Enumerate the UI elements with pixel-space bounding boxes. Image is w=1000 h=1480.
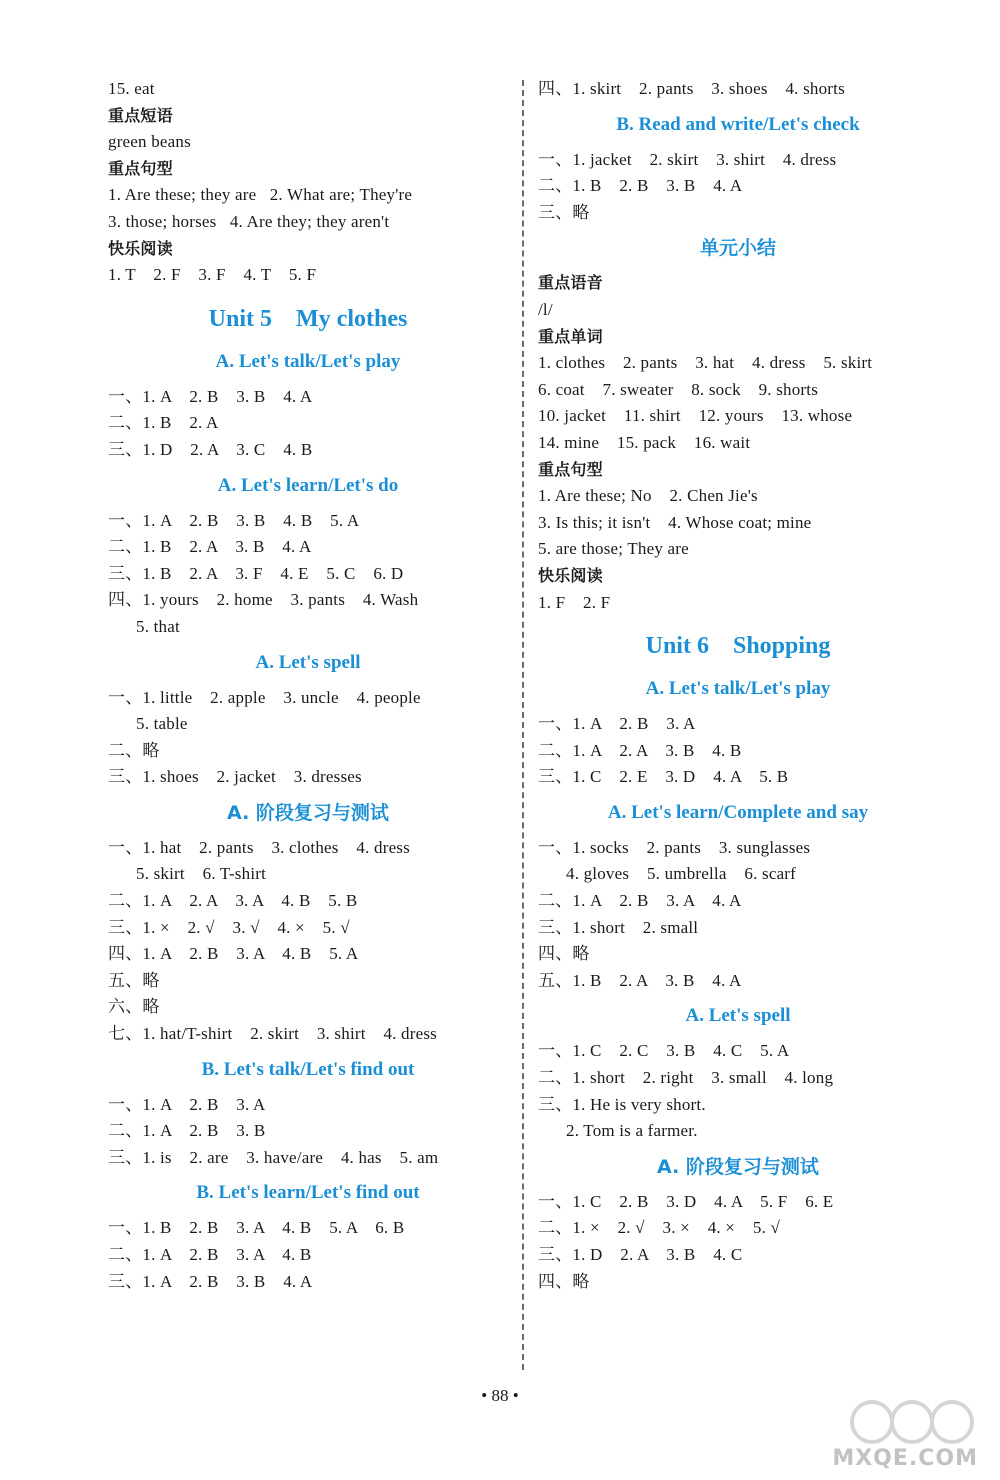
answer-line: 二、1. × 2. √ 3. × 4. × 5. √ bbox=[538, 1218, 781, 1238]
right-column bbox=[538, 76, 938, 1295]
answer-line: 三、略 bbox=[538, 202, 590, 222]
column-divider bbox=[522, 80, 524, 1370]
subsection-heading: B. Let's learn/Let's find out bbox=[196, 1182, 420, 1204]
answer-line: 1. F 2. F bbox=[538, 592, 611, 612]
section-label: 重点句型 bbox=[538, 459, 603, 479]
answer-line: 三、1. He is very short. bbox=[538, 1094, 706, 1114]
answer-line-continued: 4. gloves 5. umbrella 6. scarf bbox=[566, 864, 797, 884]
answer-line: 三、1. C 2. E 3. D 4. A 5. B bbox=[538, 767, 789, 787]
unit-heading: Unit 5 My clothes bbox=[208, 305, 408, 332]
answer-line: 三、1. short 2. small bbox=[538, 917, 699, 937]
answer-line: 二、1. A 2. A 3. B 4. B bbox=[538, 740, 742, 760]
answer-line: 六、略 bbox=[108, 997, 160, 1017]
answer-line: 一、1. A 2. B 3. A bbox=[538, 714, 696, 734]
answer-line: 四、1. yours 2. home 3. pants 4. Wash bbox=[108, 590, 419, 610]
subsection-heading: 单元小结 bbox=[699, 237, 776, 260]
subsection-heading: A. 阶段复习与测试 bbox=[657, 1155, 819, 1178]
section-label: 快乐阅读 bbox=[108, 238, 173, 258]
section-label: 重点语音 bbox=[538, 273, 603, 293]
answer-line: 15. eat bbox=[108, 79, 155, 98]
answer-line: 三、1. D 2. A 3. C 4. B bbox=[108, 439, 313, 459]
unit-heading: Unit 6 Shopping bbox=[645, 633, 831, 660]
subsection-heading: B. Let's talk/Let's find out bbox=[201, 1058, 415, 1080]
watermark-text: MXQE.COM bbox=[832, 1446, 978, 1471]
subsection-heading: A. Let's spell bbox=[255, 651, 361, 673]
answer-line: 一、1. A 2. B 3. B 4. A bbox=[108, 386, 313, 406]
answer-line: 七、1. hat/T-shirt 2. skirt 3. shirt 4. dress bbox=[108, 1024, 437, 1044]
answer-line: 1. T 2. F 3. F 4. T 5. F bbox=[108, 265, 317, 285]
left-column bbox=[108, 76, 508, 1295]
answer-line: 四、1. A 2. B 3. A 4. B 5. A bbox=[108, 944, 359, 964]
answer-line: 五、1. B 2. A 3. B 4. A bbox=[538, 970, 742, 990]
answer-line: 一、1. C 2. C 3. B 4. C 5. A bbox=[538, 1041, 790, 1061]
answer-line: 10. jacket 11. shirt 12. yours 13. whose bbox=[538, 406, 853, 426]
answer-line: 二、略 bbox=[108, 740, 160, 760]
answer-line: 1. clothes 2. pants 3. hat 4. dress 5. skirt bbox=[538, 353, 873, 373]
answer-line: 四、略 bbox=[538, 944, 590, 964]
subsection-heading: A. Let's talk/Let's play bbox=[645, 678, 831, 700]
answer-line: 一、1. B 2. B 3. A 4. B 5. A 6. B bbox=[108, 1218, 405, 1238]
answer-line: 一、1. A 2. B 3. B 4. B 5. A bbox=[108, 510, 360, 530]
subsection-heading: B. Read and write/Let's check bbox=[616, 113, 860, 135]
answer-line: 6. coat 7. sweater 8. sock 9. shorts bbox=[538, 379, 819, 399]
page-number: • 88 • bbox=[481, 1386, 519, 1405]
answer-line: 一、1. hat 2. pants 3. clothes 4. dress bbox=[108, 837, 410, 857]
answer-line: 三、1. A 2. B 3. B 4. A bbox=[108, 1271, 313, 1291]
answer-line: 一、1. little 2. apple 3. uncle 4. people bbox=[108, 687, 421, 707]
answer-line: 1. Are these; No 2. Chen Jie's bbox=[538, 486, 758, 506]
answer-line: 三、1. D 2. A 3. B 4. C bbox=[538, 1245, 743, 1264]
answer-line: 五、略 bbox=[108, 970, 160, 990]
section-label: 重点短语 bbox=[108, 105, 173, 125]
answer-line: 二、1. A 2. A 3. A 4. B 5. B bbox=[108, 891, 358, 911]
answer-line: 三、1. B 2. A 3. F 4. E 5. C 6. D bbox=[108, 563, 404, 583]
answer-line-continued: 2. Tom is a farmer. bbox=[566, 1121, 698, 1141]
answer-line: 四、略 bbox=[538, 1271, 590, 1291]
answer-line: 二、1. B 2. A bbox=[108, 413, 219, 433]
answer-line: 二、1. short 2. right 3. small 4. long bbox=[538, 1068, 834, 1088]
answer-line: 一、1. C 2. B 3. D 4. A 5. F 6. E bbox=[538, 1191, 834, 1211]
subsection-heading: A. Let's talk/Let's play bbox=[215, 350, 401, 372]
section-label: 重点句型 bbox=[108, 158, 173, 178]
answer-line: 二、1. A 2. B 3. A 4. A bbox=[538, 891, 742, 911]
answer-line: 一、1. A 2. B 3. A bbox=[108, 1094, 266, 1114]
answer-line-continued: 5. that bbox=[136, 616, 180, 636]
answer-line: 一、1. jacket 2. skirt 3. shirt 4. dress bbox=[538, 149, 837, 169]
answer-line: 3. Is this; it isn't 4. Whose coat; mine bbox=[538, 512, 812, 532]
section-label: 重点单词 bbox=[538, 326, 603, 346]
answer-line: 二、1. A 2. B 3. B bbox=[108, 1121, 266, 1141]
answer-line: 5. are those; They are bbox=[538, 539, 689, 559]
answer-line: 14. mine 15. pack 16. wait bbox=[538, 432, 751, 452]
subsection-heading: A. Let's learn/Complete and say bbox=[607, 801, 869, 823]
answer-line: 二、1. A 2. B 3. A 4. B bbox=[108, 1245, 312, 1264]
answer-line: 二、1. B 2. B 3. B 4. A bbox=[538, 176, 743, 196]
answer-line: 3. those; horses 4. Are they; they aren't bbox=[108, 211, 390, 231]
answer-line-continued: 5. table bbox=[136, 714, 188, 734]
section-label: 快乐阅读 bbox=[538, 565, 603, 585]
answer-line: 三、1. is 2. are 3. have/are 4. has 5. am bbox=[108, 1147, 439, 1167]
answer-line-continued: 5. skirt 6. T-shirt bbox=[136, 864, 267, 884]
answer-line: 二、1. B 2. A 3. B 4. A bbox=[108, 537, 312, 557]
answer-line: green beans bbox=[108, 132, 191, 152]
answer-line: 三、1. shoes 2. jacket 3. dresses bbox=[108, 767, 362, 787]
subsection-heading: A. 阶段复习与测试 bbox=[227, 801, 389, 824]
answer-line: /l/ bbox=[538, 299, 553, 319]
answer-line: 三、1. × 2. √ 3. √ 4. × 5. √ bbox=[108, 917, 350, 937]
answer-line: 1. Are these; they are 2. What are; They're bbox=[108, 185, 413, 205]
answer-line: 四、1. skirt 2. pants 3. shoes 4. shorts bbox=[538, 79, 845, 98]
answer-line: 一、1. socks 2. pants 3. sunglasses bbox=[538, 837, 811, 857]
subsection-heading: A. Let's learn/Let's do bbox=[217, 474, 399, 496]
subsection-heading: A. Let's spell bbox=[685, 1005, 791, 1027]
